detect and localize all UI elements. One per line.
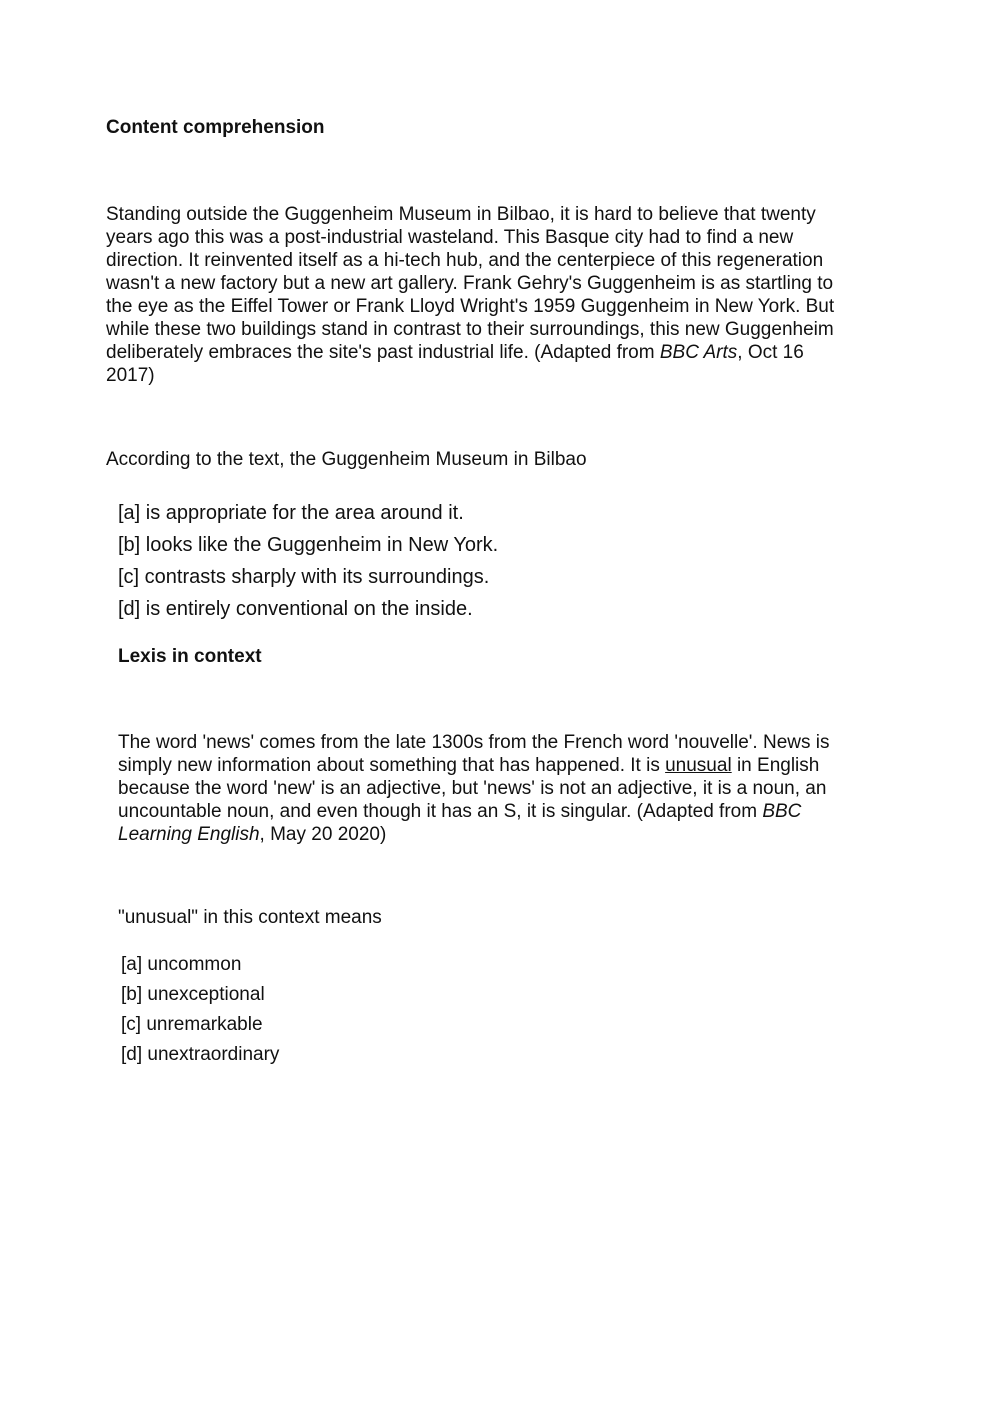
section-heading-lexis-in-context: Lexis in context: [118, 646, 262, 667]
answer-option-a[interactable]: [a] is appropriate for the area around it.: [118, 502, 464, 524]
answer-option-c[interactable]: [c] unremarkable: [121, 1014, 263, 1035]
answer-options-list-2: [121, 950, 279, 1070]
passage-source-prefix: (Adapted from: [534, 342, 660, 363]
passage-text-after: in English because the word 'new' is an adjective, but 'news' is not an adjective, it is a noun, an uncountable noun, and even though it has an S, it is singular.: [118, 755, 827, 822]
passage-source-suffix: , Oct 16 2017): [106, 342, 804, 386]
passage-text-before: The word 'news' comes from the late 1300s from the French word 'nouvelle'. News is simply new information about something that has happened. It is: [118, 732, 830, 776]
passage-text: Standing outside the Guggenheim Museum in Bilbao, it is hard to believe that twenty years ago this was a post-industrial wasteland. This Basque city had to find a new direction. It reinvented itself as a hi-tech hub, and the centerpiece of this regeneration wasn't a new factory but a new art gallery. Frank Gehry's Guggenheim is as startling to the eye as the Eiffel Tower or Frank Lloyd Wright's 1959 Guggenheim in New York. But while these two buildings stand in contrast to their surroundings, this new Guggenheim deliberately embraces the site's past industrial life.: [106, 204, 835, 363]
answer-option-d[interactable]: [d] is entirely conventional on the inside.: [118, 598, 473, 620]
passage-source-suffix: , May 20 2020): [259, 824, 387, 845]
answer-option-c[interactable]: [c] contrasts sharply with its surroundings.: [118, 566, 490, 588]
passage-source-title: BBC Arts: [659, 342, 738, 363]
question-prompt-guggenheim: According to the text, the Guggenheim Museum in Bilbao: [106, 449, 587, 470]
section-heading-content-comprehension: Content comprehension: [106, 117, 325, 138]
passage-source-title: BBC Learning English: [118, 801, 802, 845]
reading-passage-news: [118, 731, 858, 846]
question-prompt-unusual: "unusual" in this context means: [118, 907, 382, 928]
passage-source-prefix: (Adapted from: [631, 801, 763, 822]
answer-option-b[interactable]: [b] unexceptional: [121, 984, 265, 1005]
answer-option-a[interactable]: [a] uncommon: [121, 954, 242, 975]
reading-passage-guggenheim: [106, 203, 856, 387]
answer-option-d[interactable]: [d] unextraordinary: [121, 1044, 280, 1065]
answer-option-b[interactable]: [b] looks like the Guggenheim in New York.: [118, 534, 499, 556]
underlined-word: unusual: [665, 755, 732, 776]
answer-options-list-1: [118, 497, 498, 625]
